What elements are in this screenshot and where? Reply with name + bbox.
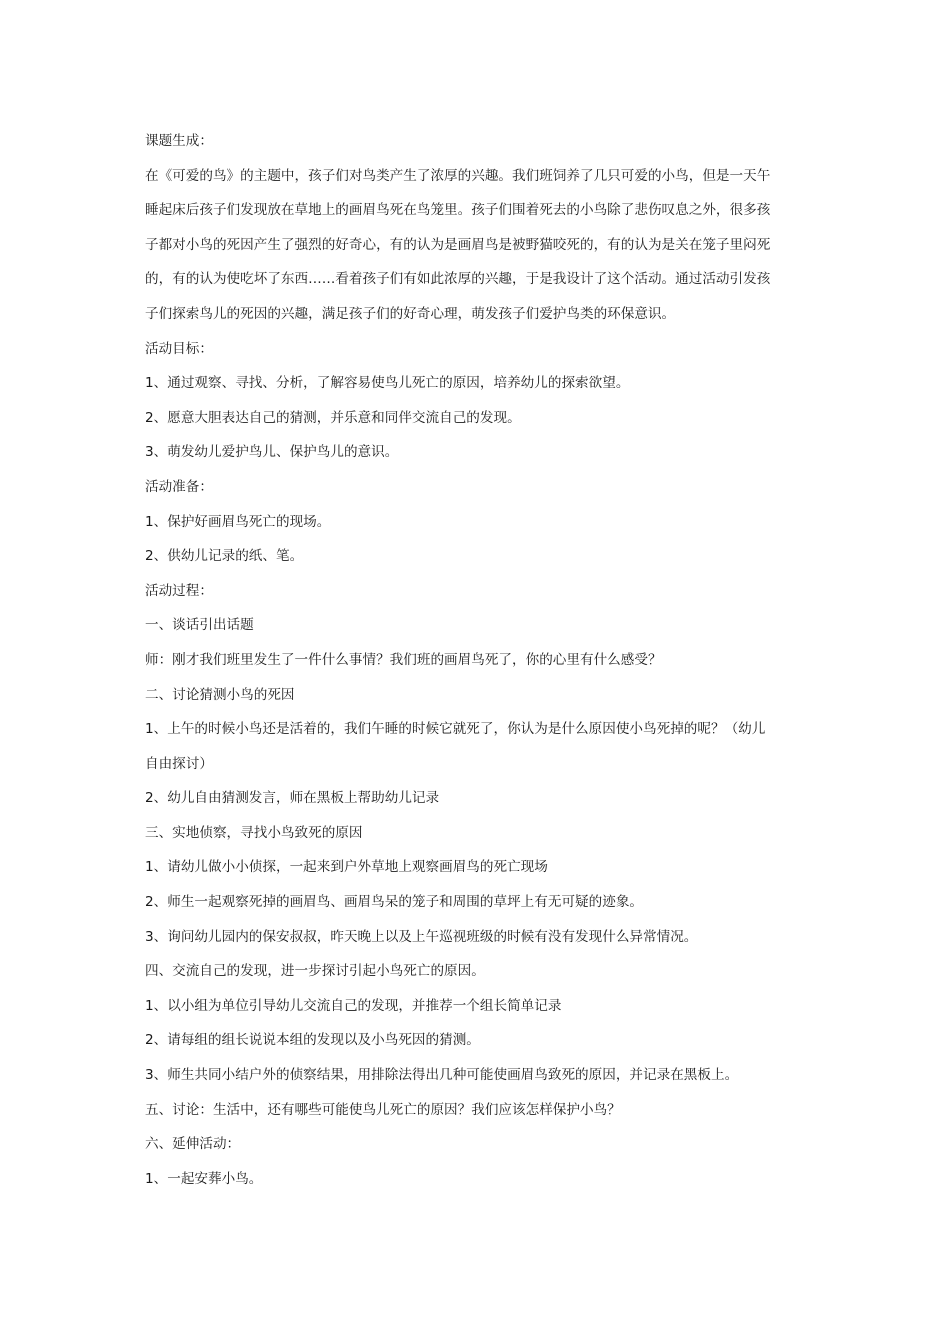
section-heading-preparation: 活动准备： (145, 478, 213, 495)
step-item: 3、师生共同小结户外的侦察结果，用排除法得出几种可能使画眉鸟致死的原因，并记录在黑板上。 (145, 1067, 739, 1084)
document-page (145, 124, 810, 1196)
step-item: 1、一起安葬小鸟。 (145, 1170, 263, 1187)
step-item: 2、请每组的组长说说本组的发现以及小鸟死因的猜测。 (145, 1032, 480, 1049)
step-heading: 二、讨论猜测小鸟的死因 (145, 686, 295, 703)
step-item: 1、上午的时候小鸟还是活着的，我们午睡的时候它就死了，你认为是什么原因使小鸟死掉的呢？（幼儿 (145, 721, 766, 738)
step-heading: 一、谈话引出话题 (145, 617, 254, 634)
step-item: 师：刚才我们班里发生了一件什么事情？我们班的画眉鸟死了，你的心里有什么感受？ (145, 651, 662, 668)
section-heading-goals: 活动目标： (145, 340, 213, 357)
paragraph-line: 的，有的认为使吃坏了东西……看着孩子们有如此浓厚的兴趣，于是我设计了这个活动。通过活动引发孩 (145, 271, 771, 288)
goal-item: 3、萌发幼儿爱护鸟儿、保护鸟儿的意识。 (145, 444, 399, 461)
section-heading-topic: 课题生成： (145, 133, 213, 149)
step-item: 2、幼儿自由猜测发言，师在黑板上帮助幼儿记录 (145, 790, 440, 807)
paragraph-line: 子们探索鸟儿的死因的兴趣，满足孩子们的好奇心理，萌发孩子们爱护鸟类的环保意识。 (145, 305, 676, 322)
paragraph-line: 在《可爱的鸟》的主题中，孩子们对鸟类产生了浓厚的兴趣。我们班饲养了几只可爱的小鸟，但是一天午 (145, 167, 771, 184)
step-heading: 四、交流自己的发现，进一步探讨引起小鸟死亡的原因。 (145, 963, 485, 980)
step-item: 2、师生一起观察死掉的画眉鸟、画眉鸟呆的笼子和周围的草坪上有无可疑的迹象。 (145, 894, 644, 911)
paragraph-line: 睡起床后孩子们发现放在草地上的画眉鸟死在鸟笼里。孩子们围着死去的小鸟除了悲伤叹息之外，很多孩 (145, 202, 771, 219)
step-heading: 五、讨论：生活中，还有哪些可能使鸟儿死亡的原因？我们应该怎样保护小鸟？ (145, 1101, 621, 1118)
goal-item: 1、通过观察、寻找、分析，了解容易使鸟儿死亡的原因，培养幼儿的探索欲望。 (145, 375, 630, 392)
preparation-item: 1、保护好画眉鸟死亡的现场。 (145, 513, 331, 530)
step-item: 3、询问幼儿园内的保安叔叔，昨天晚上以及上午巡视班级的时候有没有发现什么异常情况。 (145, 928, 698, 945)
step-item: 1、请幼儿做小小侦探，一起来到户外草地上观察画眉鸟的死亡现场 (145, 859, 548, 876)
step-item: 1、以小组为单位引导幼儿交流自己的发现，并推荐一个组长简单记录 (145, 997, 562, 1014)
preparation-item: 2、供幼儿记录的纸、笔。 (145, 548, 304, 565)
section-heading-process: 活动过程： (145, 582, 213, 599)
paragraph-line: 子都对小鸟的死因产生了强烈的好奇心，有的认为是画眉鸟是被野猫咬死的，有的认为是关在笼子里闷死 (145, 236, 771, 253)
step-item-continued: 自由探讨） (145, 755, 213, 772)
goal-item: 2、愿意大胆表达自己的猜测，并乐意和同伴交流自己的发现。 (145, 409, 521, 426)
step-heading: 六、延伸活动： (145, 1136, 241, 1153)
step-heading: 三、实地侦察，寻找小鸟致死的原因 (145, 824, 363, 841)
